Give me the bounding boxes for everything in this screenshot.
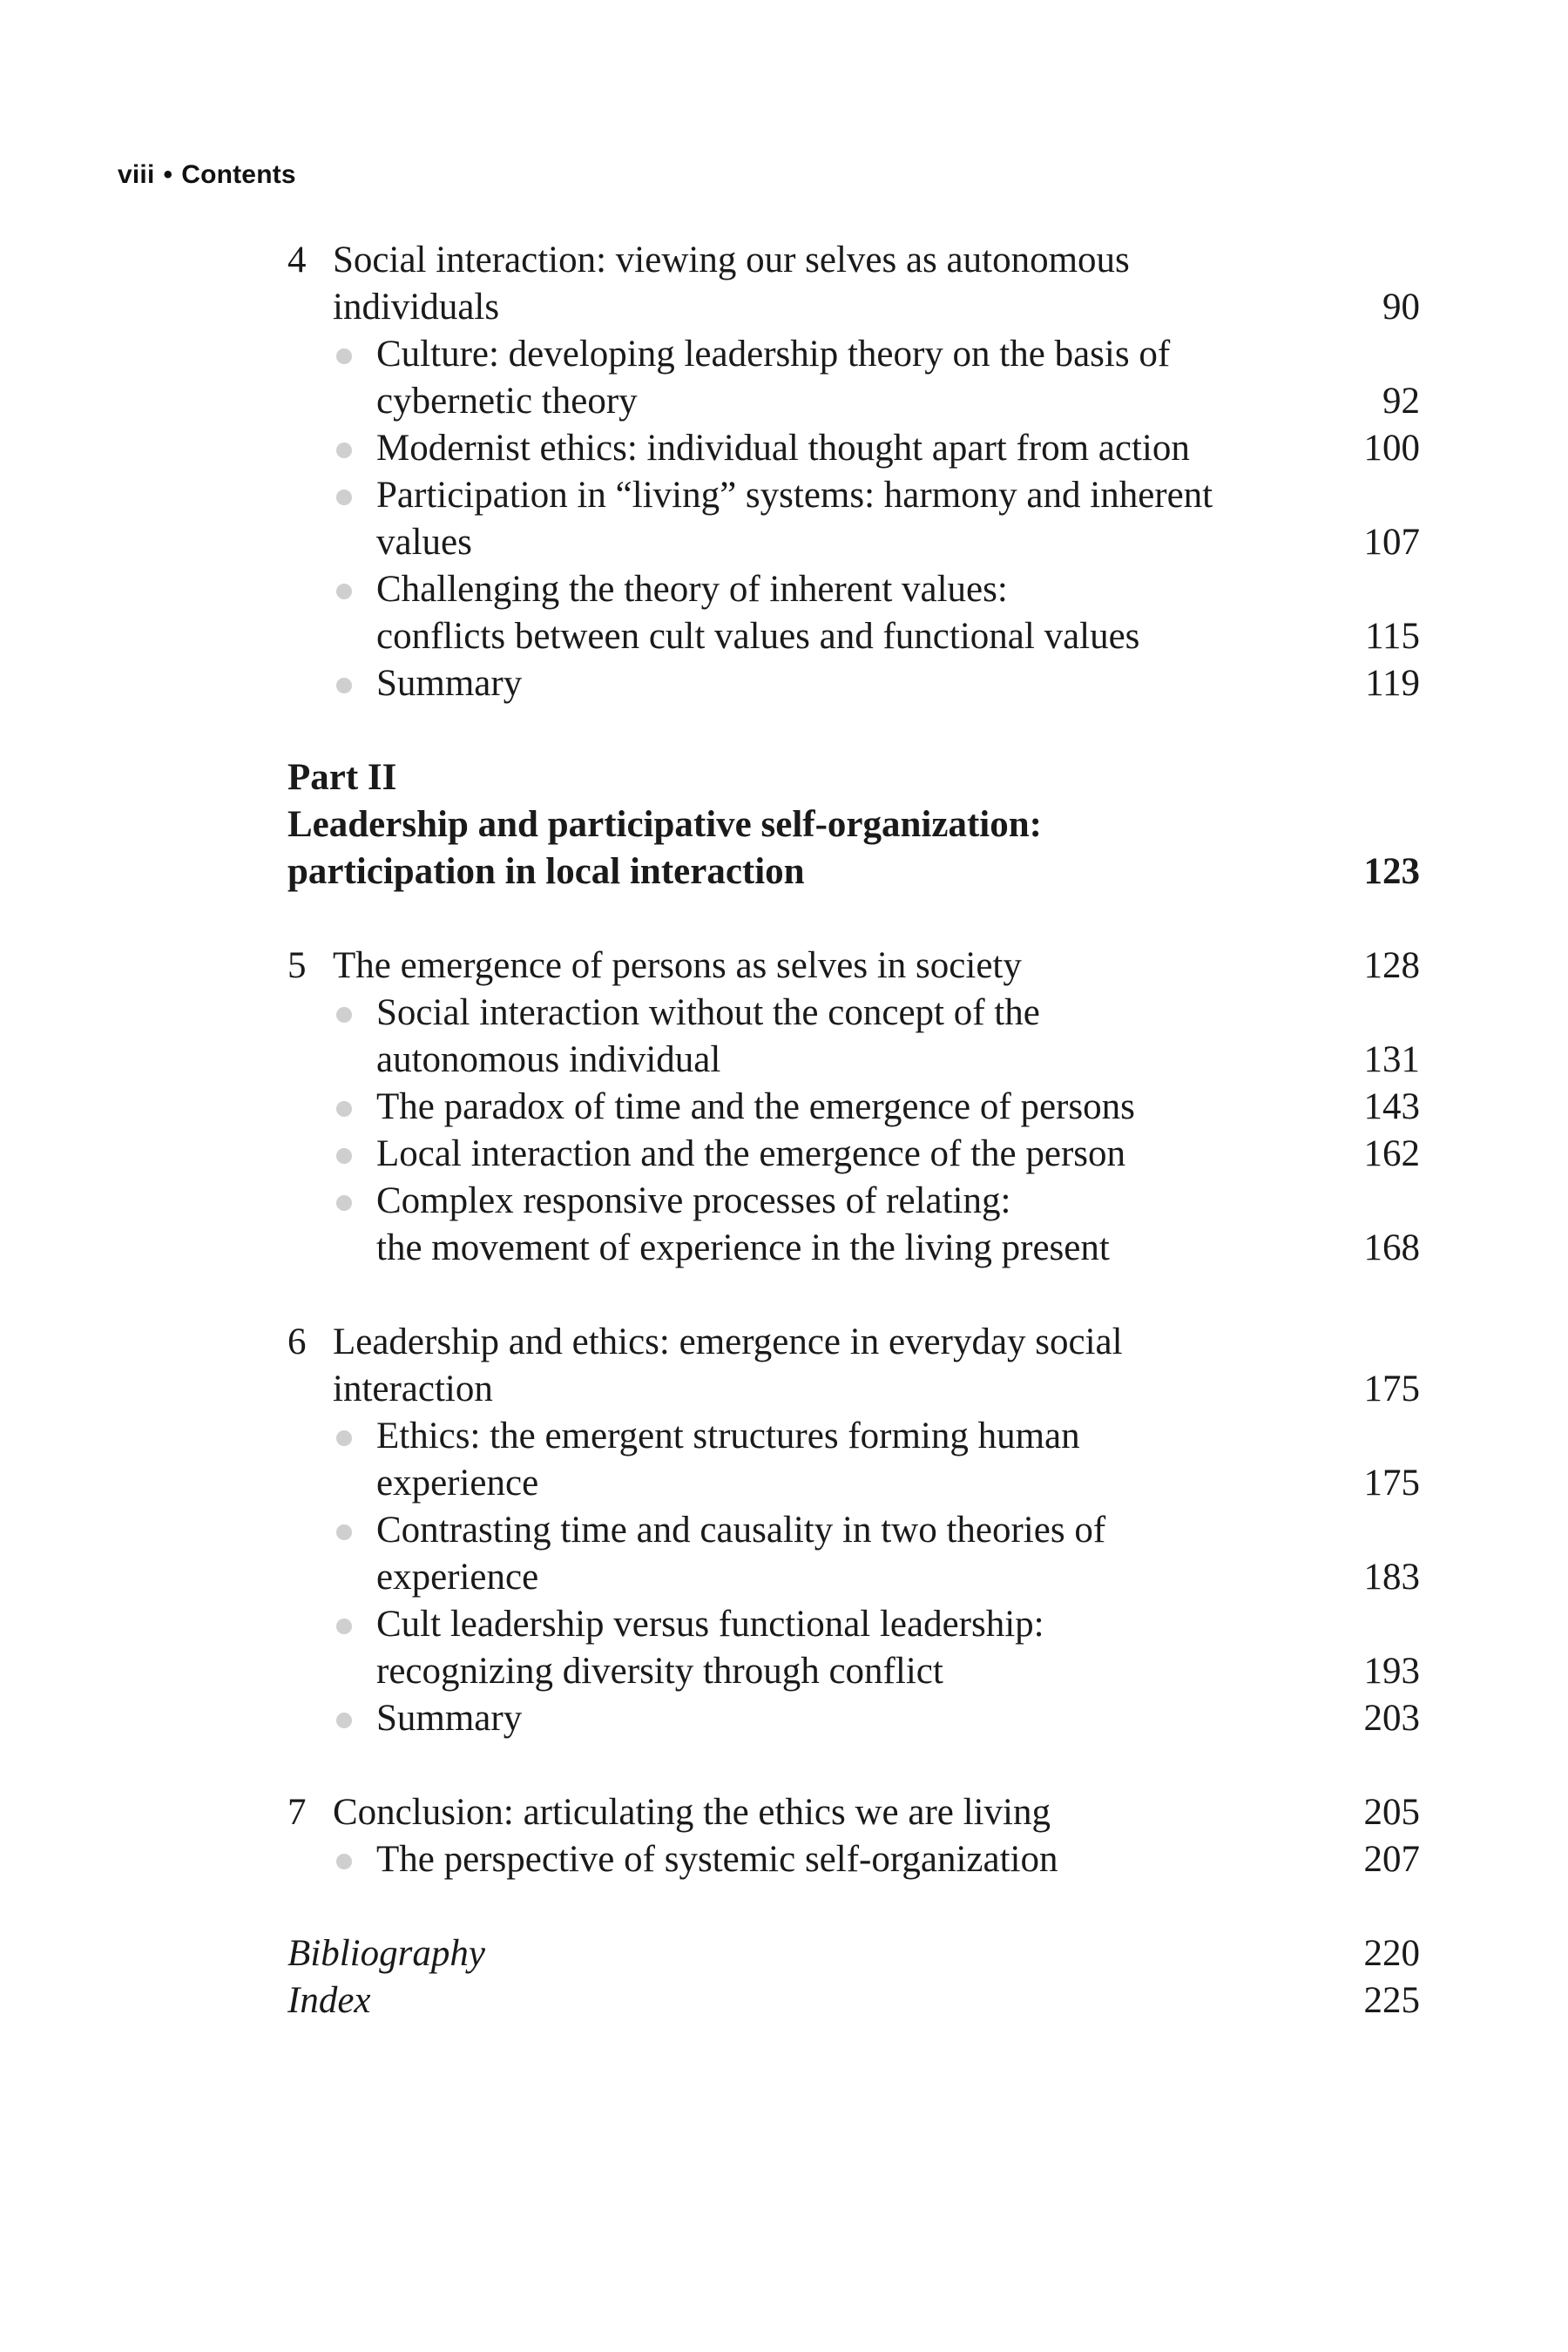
part-label: Part II (287, 757, 397, 798)
section-entry (287, 472, 1420, 566)
index-page: 225 (1363, 1980, 1420, 2021)
chapter-6-entry (287, 1319, 1420, 1742)
bullet-icon (336, 1195, 352, 1211)
chapter-page: 205 (1363, 1792, 1420, 1833)
chapter-number: 5 (287, 945, 307, 986)
section-title: Culture: developing leadership theory on the basis of (376, 334, 1171, 375)
section-title-cont: recognizing diversity through conflict (376, 1651, 943, 1692)
section-page: 168 (1363, 1227, 1420, 1268)
back-matter (287, 1930, 1420, 2024)
index-entry (287, 1977, 1420, 2024)
section-page: 131 (1363, 1039, 1420, 1080)
bullet-icon (336, 348, 352, 364)
chapter-page: 128 (1363, 945, 1420, 986)
section-title-cont: experience (376, 1463, 539, 1504)
section-title: Modernist ethics: individual thought apart from action (376, 428, 1190, 469)
section-title: Cult leadership versus functional leadership: (376, 1604, 1044, 1645)
bullet-icon (336, 1430, 352, 1446)
running-head-title: Contents (181, 160, 296, 189)
bibliography-entry (287, 1930, 1420, 1977)
running-head (118, 160, 296, 190)
bibliography-page: 220 (1363, 1933, 1420, 1974)
bullet-icon (336, 1101, 352, 1117)
bullet-icon (336, 678, 352, 693)
section-page: 92 (1382, 381, 1420, 422)
section-entry (287, 331, 1420, 425)
section-title: Ethics: the emergent structures forming human (376, 1416, 1080, 1456)
section-title: Contrasting time and causality in two theories of (376, 1510, 1106, 1551)
part-2-entry (287, 754, 1420, 896)
section-entry (287, 1507, 1420, 1601)
section-entry (287, 1695, 1420, 1742)
section-title: Summary (376, 1698, 523, 1739)
section-entry (287, 1084, 1420, 1131)
bullet-icon (336, 1854, 352, 1869)
chapter-title: The emergence of persons as selves in society (333, 945, 1022, 986)
chapter-number: 6 (287, 1321, 307, 1362)
section-title: Summary (376, 663, 523, 704)
section-entry (287, 1131, 1420, 1178)
chapter-title: Leadership and ethics: emergence in everyday social (333, 1321, 1123, 1362)
section-title-cont: values (376, 522, 472, 563)
section-title-cont: conflicts between cult values and functional values (376, 616, 1140, 657)
section-title: Complex responsive processes of relating: (376, 1180, 1011, 1221)
section-page: 207 (1363, 1839, 1420, 1880)
bullet-icon (336, 1007, 352, 1023)
section-page: 183 (1363, 1557, 1420, 1598)
section-title: Challenging the theory of inherent values: (376, 569, 1008, 610)
part-title: Leadership and participative self-organization: (287, 804, 1042, 845)
chapter-number: 4 (287, 240, 307, 280)
section-title: Social interaction without the concept of the (376, 992, 1040, 1033)
chapter-page: 175 (1363, 1369, 1420, 1409)
section-entry (287, 1413, 1420, 1507)
section-title-cont: cybernetic theory (376, 381, 638, 422)
chapter-page: 90 (1382, 287, 1420, 328)
bullet-icon (336, 443, 352, 458)
bullet-icon (336, 490, 352, 505)
chapter-title: Social interaction: viewing our selves as autonomous (333, 240, 1130, 280)
section-entry (287, 990, 1420, 1084)
section-title-cont: the movement of experience in the living present (376, 1227, 1110, 1268)
section-entry (287, 1836, 1420, 1883)
chapter-number: 7 (287, 1792, 307, 1833)
bibliography-label: Bibliography (287, 1933, 485, 1974)
chapter-5-entry (287, 943, 1420, 1272)
section-title: The paradox of time and the emergence of persons (376, 1086, 1135, 1127)
index-label: Index (287, 1980, 371, 2021)
chapter-4-entry (287, 237, 1420, 707)
section-page: 162 (1363, 1133, 1420, 1174)
section-entry (287, 1178, 1420, 1272)
section-page: 143 (1363, 1086, 1420, 1127)
chapter-title-cont: individuals (333, 287, 500, 328)
section-page: 193 (1363, 1651, 1420, 1692)
section-title: Local interaction and the emergence of the person (376, 1133, 1126, 1174)
section-page: 175 (1363, 1463, 1420, 1504)
page-number: viii (118, 160, 155, 189)
chapter-7-entry (287, 1789, 1420, 1883)
section-page: 119 (1365, 663, 1420, 704)
section-title: Participation in “living” systems: harmony and inherent (376, 475, 1213, 516)
section-page: 115 (1365, 616, 1420, 657)
section-entry (287, 1601, 1420, 1695)
section-page: 100 (1363, 428, 1420, 469)
chapter-title-cont: interaction (333, 1369, 493, 1409)
bullet-icon (336, 1148, 352, 1164)
section-page: 107 (1363, 522, 1420, 563)
section-entry (287, 566, 1420, 660)
section-title: The perspective of systemic self-organization (376, 1839, 1058, 1880)
part-page: 123 (1363, 851, 1420, 892)
section-entry (287, 660, 1420, 707)
section-title-cont: autonomous individual (376, 1039, 721, 1080)
part-title-cont: participation in local interaction (287, 851, 805, 892)
bullet-icon (336, 584, 352, 599)
section-title-cont: experience (376, 1557, 539, 1598)
bullet-icon (336, 1524, 352, 1540)
header-separator: • (163, 160, 173, 189)
table-of-contents (287, 237, 1420, 2024)
section-page: 203 (1363, 1698, 1420, 1739)
bullet-icon (336, 1619, 352, 1634)
chapter-title: Conclusion: articulating the ethics we are living (333, 1792, 1051, 1833)
bullet-icon (336, 1713, 352, 1728)
section-entry (287, 425, 1420, 472)
